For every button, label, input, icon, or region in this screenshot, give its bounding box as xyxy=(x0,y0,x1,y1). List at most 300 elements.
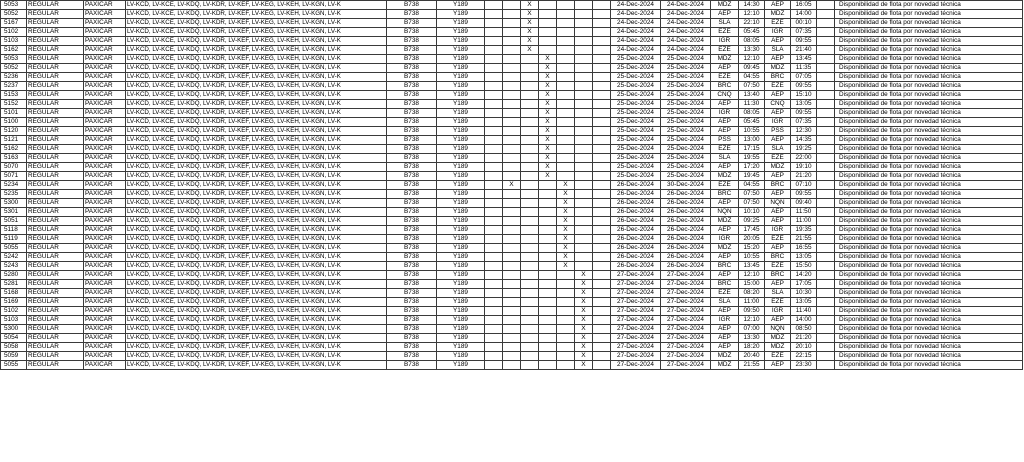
weekday-3-cell[interactable] xyxy=(521,91,539,100)
spacer-cell[interactable] xyxy=(817,163,835,172)
weekday-4-cell[interactable] xyxy=(539,316,557,325)
departure-time-cell[interactable]: 05:45 xyxy=(739,118,765,127)
weekday-6-cell[interactable] xyxy=(575,19,593,28)
arrival-time-cell[interactable]: 17:05 xyxy=(791,280,817,289)
operation-type-cell[interactable]: PAXICAR xyxy=(84,199,126,208)
weekday-2-cell[interactable] xyxy=(503,199,521,208)
cabin-config-cell[interactable]: Y189 xyxy=(437,118,485,127)
origin-cell[interactable]: CNQ xyxy=(711,91,739,100)
weekday-4-cell[interactable]: X xyxy=(539,82,557,91)
date-from-cell[interactable]: 25-Dec-2024 xyxy=(611,82,661,91)
weekday-7-cell[interactable] xyxy=(593,316,611,325)
weekday-4-cell[interactable] xyxy=(539,19,557,28)
flight-number-cell[interactable]: 5234 xyxy=(1,181,27,190)
weekday-1-cell[interactable] xyxy=(485,217,503,226)
aircraft-registrations-cell[interactable]: LV-KCD, LV-KCE, LV-KDQ, LV-KDR, LV-KEF, LV-KEG, LV-KEH, LV-KGN, LV-K xyxy=(126,136,387,145)
operation-type-cell[interactable]: PAXICAR xyxy=(84,307,126,316)
origin-cell[interactable]: BRC xyxy=(711,82,739,91)
flight-type-cell[interactable]: REGULAR xyxy=(27,100,84,109)
flight-type-cell[interactable]: REGULAR xyxy=(27,10,84,19)
reason-cell[interactable]: Disponibilidad de flota por novedad técnica xyxy=(835,244,1023,253)
arrival-time-cell[interactable]: 19:10 xyxy=(791,163,817,172)
weekday-7-cell[interactable] xyxy=(593,253,611,262)
weekday-4-cell[interactable]: X xyxy=(539,55,557,64)
departure-time-cell[interactable]: 07:50 xyxy=(739,190,765,199)
weekday-3-cell[interactable] xyxy=(521,118,539,127)
equipment-cell[interactable]: B738 xyxy=(387,163,437,172)
aircraft-registrations-cell[interactable]: LV-KCD, LV-KCE, LV-KDQ, LV-KDR, LV-KEF, LV-KEG, LV-KEH, LV-KGN, LV-K xyxy=(126,298,387,307)
reason-cell[interactable]: Disponibilidad de flota por novedad técnica xyxy=(835,280,1023,289)
operation-type-cell[interactable]: PAXICAR xyxy=(84,325,126,334)
date-from-cell[interactable]: 26-Dec-2024 xyxy=(611,217,661,226)
origin-cell[interactable]: NQN xyxy=(711,208,739,217)
spacer-cell[interactable] xyxy=(817,217,835,226)
weekday-5-cell[interactable] xyxy=(557,1,575,10)
date-to-cell[interactable]: 24-Dec-2024 xyxy=(661,28,711,37)
weekday-5-cell[interactable] xyxy=(557,82,575,91)
departure-time-cell[interactable]: 07:00 xyxy=(739,325,765,334)
flight-type-cell[interactable]: REGULAR xyxy=(27,172,84,181)
date-from-cell[interactable]: 25-Dec-2024 xyxy=(611,91,661,100)
weekday-2-cell[interactable] xyxy=(503,19,521,28)
operation-type-cell[interactable]: PAXICAR xyxy=(84,82,126,91)
flight-number-cell[interactable]: 5102 xyxy=(1,28,27,37)
weekday-4-cell[interactable]: X xyxy=(539,163,557,172)
reason-cell[interactable]: Disponibilidad de flota por novedad técnica xyxy=(835,181,1023,190)
weekday-3-cell[interactable] xyxy=(521,289,539,298)
date-from-cell[interactable]: 27-Dec-2024 xyxy=(611,280,661,289)
origin-cell[interactable]: AEP xyxy=(711,64,739,73)
weekday-6-cell[interactable] xyxy=(575,154,593,163)
weekday-6-cell[interactable] xyxy=(575,181,593,190)
equipment-cell[interactable]: B738 xyxy=(387,307,437,316)
equipment-cell[interactable]: B738 xyxy=(387,181,437,190)
reason-cell[interactable]: Disponibilidad de flota por novedad técnica xyxy=(835,37,1023,46)
weekday-7-cell[interactable] xyxy=(593,1,611,10)
weekday-6-cell[interactable]: X xyxy=(575,325,593,334)
operation-type-cell[interactable]: PAXICAR xyxy=(84,316,126,325)
destination-cell[interactable]: AEP xyxy=(765,55,791,64)
weekday-1-cell[interactable] xyxy=(485,46,503,55)
equipment-cell[interactable]: B738 xyxy=(387,73,437,82)
cabin-config-cell[interactable]: Y189 xyxy=(437,127,485,136)
weekday-3-cell[interactable] xyxy=(521,361,539,370)
weekday-7-cell[interactable] xyxy=(593,271,611,280)
operation-type-cell[interactable]: PAXICAR xyxy=(84,55,126,64)
weekday-3-cell[interactable]: X xyxy=(521,37,539,46)
weekday-7-cell[interactable] xyxy=(593,226,611,235)
equipment-cell[interactable]: B738 xyxy=(387,127,437,136)
weekday-2-cell[interactable] xyxy=(503,352,521,361)
date-to-cell[interactable]: 27-Dec-2024 xyxy=(661,289,711,298)
date-to-cell[interactable]: 26-Dec-2024 xyxy=(661,244,711,253)
weekday-3-cell[interactable] xyxy=(521,127,539,136)
weekday-7-cell[interactable] xyxy=(593,289,611,298)
origin-cell[interactable]: PSS xyxy=(711,136,739,145)
arrival-time-cell[interactable]: 23:30 xyxy=(791,361,817,370)
weekday-5-cell[interactable] xyxy=(557,118,575,127)
weekday-7-cell[interactable] xyxy=(593,91,611,100)
weekday-6-cell[interactable] xyxy=(575,91,593,100)
date-to-cell[interactable]: 27-Dec-2024 xyxy=(661,325,711,334)
weekday-1-cell[interactable] xyxy=(485,28,503,37)
weekday-6-cell[interactable]: X xyxy=(575,334,593,343)
weekday-2-cell[interactable] xyxy=(503,253,521,262)
weekday-2-cell[interactable] xyxy=(503,289,521,298)
weekday-2-cell[interactable] xyxy=(503,145,521,154)
reason-cell[interactable]: Disponibilidad de flota por novedad técnica xyxy=(835,73,1023,82)
weekday-7-cell[interactable] xyxy=(593,64,611,73)
weekday-6-cell[interactable] xyxy=(575,190,593,199)
weekday-3-cell[interactable] xyxy=(521,145,539,154)
flight-number-cell[interactable]: 5236 xyxy=(1,73,27,82)
spacer-cell[interactable] xyxy=(817,235,835,244)
weekday-3-cell[interactable] xyxy=(521,172,539,181)
weekday-4-cell[interactable] xyxy=(539,181,557,190)
weekday-4-cell[interactable] xyxy=(539,199,557,208)
weekday-7-cell[interactable] xyxy=(593,46,611,55)
date-from-cell[interactable]: 26-Dec-2024 xyxy=(611,208,661,217)
flight-type-cell[interactable]: REGULAR xyxy=(27,289,84,298)
date-from-cell[interactable]: 27-Dec-2024 xyxy=(611,343,661,352)
spacer-cell[interactable] xyxy=(817,172,835,181)
weekday-1-cell[interactable] xyxy=(485,307,503,316)
reason-cell[interactable]: Disponibilidad de flota por novedad técnica xyxy=(835,91,1023,100)
equipment-cell[interactable]: B738 xyxy=(387,244,437,253)
aircraft-registrations-cell[interactable]: LV-KCD, LV-KCE, LV-KDQ, LV-KDR, LV-KEF, LV-KEG, LV-KEH, LV-KGN, LV-K xyxy=(126,352,387,361)
weekday-6-cell[interactable] xyxy=(575,217,593,226)
spacer-cell[interactable] xyxy=(817,289,835,298)
equipment-cell[interactable]: B738 xyxy=(387,280,437,289)
spacer-cell[interactable] xyxy=(817,361,835,370)
weekday-2-cell[interactable] xyxy=(503,343,521,352)
destination-cell[interactable]: AEP xyxy=(765,37,791,46)
flight-type-cell[interactable]: REGULAR xyxy=(27,226,84,235)
date-from-cell[interactable]: 25-Dec-2024 xyxy=(611,118,661,127)
weekday-4-cell[interactable] xyxy=(539,244,557,253)
origin-cell[interactable]: IGR xyxy=(711,109,739,118)
weekday-2-cell[interactable] xyxy=(503,73,521,82)
weekday-3-cell[interactable] xyxy=(521,199,539,208)
departure-time-cell[interactable]: 08:05 xyxy=(739,37,765,46)
weekday-6-cell[interactable] xyxy=(575,172,593,181)
date-to-cell[interactable]: 24-Dec-2024 xyxy=(661,19,711,28)
aircraft-registrations-cell[interactable]: LV-KCD, LV-KCE, LV-KDQ, LV-KDR, LV-KEF, LV-KEG, LV-KEH, LV-KGN, LV-K xyxy=(126,244,387,253)
weekday-7-cell[interactable] xyxy=(593,100,611,109)
origin-cell[interactable]: SLA xyxy=(711,298,739,307)
weekday-6-cell[interactable] xyxy=(575,163,593,172)
destination-cell[interactable]: IGR xyxy=(765,118,791,127)
weekday-3-cell[interactable] xyxy=(521,208,539,217)
flight-type-cell[interactable]: REGULAR xyxy=(27,262,84,271)
origin-cell[interactable]: IGR xyxy=(711,235,739,244)
flight-number-cell[interactable]: 5071 xyxy=(1,172,27,181)
spacer-cell[interactable] xyxy=(817,316,835,325)
weekday-4-cell[interactable]: X xyxy=(539,91,557,100)
spacer-cell[interactable] xyxy=(817,190,835,199)
cabin-config-cell[interactable]: Y189 xyxy=(437,334,485,343)
weekday-4-cell[interactable] xyxy=(539,253,557,262)
date-to-cell[interactable]: 24-Dec-2024 xyxy=(661,10,711,19)
departure-time-cell[interactable]: 21:55 xyxy=(739,361,765,370)
aircraft-registrations-cell[interactable]: LV-KCD, LV-KCE, LV-KDQ, LV-KDR, LV-KEF, LV-KEG, LV-KEH, LV-KGN, LV-K xyxy=(126,235,387,244)
date-to-cell[interactable]: 25-Dec-2024 xyxy=(661,55,711,64)
flight-type-cell[interactable]: REGULAR xyxy=(27,136,84,145)
weekday-2-cell[interactable] xyxy=(503,190,521,199)
weekday-7-cell[interactable] xyxy=(593,37,611,46)
reason-cell[interactable]: Disponibilidad de flota por novedad técnica xyxy=(835,64,1023,73)
equipment-cell[interactable]: B738 xyxy=(387,109,437,118)
flight-type-cell[interactable]: REGULAR xyxy=(27,325,84,334)
spacer-cell[interactable] xyxy=(817,262,835,271)
equipment-cell[interactable]: B738 xyxy=(387,10,437,19)
destination-cell[interactable]: NQN xyxy=(765,199,791,208)
arrival-time-cell[interactable]: 16:55 xyxy=(791,244,817,253)
flight-number-cell[interactable]: 5300 xyxy=(1,325,27,334)
weekday-3-cell[interactable]: X xyxy=(521,46,539,55)
weekday-3-cell[interactable] xyxy=(521,325,539,334)
arrival-time-cell[interactable]: 00:10 xyxy=(791,19,817,28)
weekday-1-cell[interactable] xyxy=(485,244,503,253)
flight-number-cell[interactable]: 5055 xyxy=(1,244,27,253)
reason-cell[interactable]: Disponibilidad de flota por novedad técnica xyxy=(835,190,1023,199)
arrival-time-cell[interactable]: 21:40 xyxy=(791,46,817,55)
weekday-4-cell[interactable] xyxy=(539,190,557,199)
weekday-2-cell[interactable] xyxy=(503,226,521,235)
equipment-cell[interactable]: B738 xyxy=(387,190,437,199)
weekday-7-cell[interactable] xyxy=(593,325,611,334)
flight-type-cell[interactable]: REGULAR xyxy=(27,181,84,190)
flight-number-cell[interactable]: 5051 xyxy=(1,217,27,226)
aircraft-registrations-cell[interactable]: LV-KCD, LV-KCE, LV-KDQ, LV-KDR, LV-KEF, LV-KEG, LV-KEH, LV-KGN, LV-K xyxy=(126,262,387,271)
equipment-cell[interactable]: B738 xyxy=(387,289,437,298)
weekday-5-cell[interactable] xyxy=(557,163,575,172)
destination-cell[interactable]: MDZ xyxy=(765,343,791,352)
departure-time-cell[interactable]: 12:10 xyxy=(739,10,765,19)
flight-number-cell[interactable]: 5163 xyxy=(1,154,27,163)
weekday-4-cell[interactable] xyxy=(539,217,557,226)
destination-cell[interactable]: MDZ xyxy=(765,10,791,19)
cabin-config-cell[interactable]: Y189 xyxy=(437,307,485,316)
aircraft-registrations-cell[interactable]: LV-KCD, LV-KCE, LV-KDQ, LV-KDR, LV-KEF, LV-KEG, LV-KEH, LV-KGN, LV-K xyxy=(126,199,387,208)
operation-type-cell[interactable]: PAXICAR xyxy=(84,190,126,199)
weekday-2-cell[interactable] xyxy=(503,172,521,181)
cabin-config-cell[interactable]: Y189 xyxy=(437,343,485,352)
aircraft-registrations-cell[interactable]: LV-KCD, LV-KCE, LV-KDQ, LV-KDR, LV-KEF, LV-KEG, LV-KEH, LV-KGN, LV-K xyxy=(126,118,387,127)
date-to-cell[interactable]: 25-Dec-2024 xyxy=(661,163,711,172)
origin-cell[interactable]: MDZ xyxy=(711,172,739,181)
aircraft-registrations-cell[interactable]: LV-KCD, LV-KCE, LV-KDQ, LV-KDR, LV-KEF, LV-KEG, LV-KEH, LV-KGN, LV-K xyxy=(126,271,387,280)
spacer-cell[interactable] xyxy=(817,343,835,352)
weekday-4-cell[interactable] xyxy=(539,235,557,244)
weekday-6-cell[interactable] xyxy=(575,118,593,127)
date-from-cell[interactable]: 25-Dec-2024 xyxy=(611,55,661,64)
flight-type-cell[interactable]: REGULAR xyxy=(27,343,84,352)
weekday-7-cell[interactable] xyxy=(593,199,611,208)
weekday-5-cell[interactable] xyxy=(557,352,575,361)
date-from-cell[interactable]: 25-Dec-2024 xyxy=(611,127,661,136)
reason-cell[interactable]: Disponibilidad de flota por novedad técnica xyxy=(835,19,1023,28)
weekday-6-cell[interactable] xyxy=(575,46,593,55)
weekday-1-cell[interactable] xyxy=(485,145,503,154)
cabin-config-cell[interactable]: Y189 xyxy=(437,100,485,109)
weekday-3-cell[interactable] xyxy=(521,109,539,118)
aircraft-registrations-cell[interactable]: LV-KCD, LV-KCE, LV-KDQ, LV-KDR, LV-KEF, LV-KEG, LV-KEH, LV-KGN, LV-K xyxy=(126,28,387,37)
cabin-config-cell[interactable]: Y189 xyxy=(437,10,485,19)
flight-type-cell[interactable]: REGULAR xyxy=(27,271,84,280)
weekday-2-cell[interactable]: X xyxy=(503,181,521,190)
weekday-5-cell[interactable] xyxy=(557,343,575,352)
cabin-config-cell[interactable]: Y189 xyxy=(437,28,485,37)
operation-type-cell[interactable]: PAXICAR xyxy=(84,37,126,46)
weekday-5-cell[interactable] xyxy=(557,127,575,136)
equipment-cell[interactable]: B738 xyxy=(387,37,437,46)
date-from-cell[interactable]: 25-Dec-2024 xyxy=(611,64,661,73)
spacer-cell[interactable] xyxy=(817,10,835,19)
weekday-1-cell[interactable] xyxy=(485,262,503,271)
date-from-cell[interactable]: 25-Dec-2024 xyxy=(611,163,661,172)
equipment-cell[interactable]: B738 xyxy=(387,334,437,343)
date-to-cell[interactable]: 25-Dec-2024 xyxy=(661,127,711,136)
arrival-time-cell[interactable]: 13:05 xyxy=(791,298,817,307)
operation-type-cell[interactable]: PAXICAR xyxy=(84,127,126,136)
equipment-cell[interactable]: B738 xyxy=(387,352,437,361)
weekday-5-cell[interactable] xyxy=(557,289,575,298)
weekday-4-cell[interactable] xyxy=(539,343,557,352)
date-to-cell[interactable]: 27-Dec-2024 xyxy=(661,307,711,316)
date-from-cell[interactable]: 24-Dec-2024 xyxy=(611,10,661,19)
flight-number-cell[interactable]: 5103 xyxy=(1,37,27,46)
reason-cell[interactable]: Disponibilidad de flota por novedad técnica xyxy=(835,208,1023,217)
spacer-cell[interactable] xyxy=(817,55,835,64)
date-to-cell[interactable]: 26-Dec-2024 xyxy=(661,262,711,271)
weekday-3-cell[interactable] xyxy=(521,352,539,361)
cabin-config-cell[interactable]: Y189 xyxy=(437,91,485,100)
reason-cell[interactable]: Disponibilidad de flota por novedad técnica xyxy=(835,136,1023,145)
flight-number-cell[interactable]: 5052 xyxy=(1,10,27,19)
departure-time-cell[interactable]: 13:45 xyxy=(739,262,765,271)
departure-time-cell[interactable]: 11:00 xyxy=(739,298,765,307)
flight-type-cell[interactable]: REGULAR xyxy=(27,19,84,28)
weekday-2-cell[interactable] xyxy=(503,316,521,325)
origin-cell[interactable]: AEP xyxy=(711,226,739,235)
operation-type-cell[interactable]: PAXICAR xyxy=(84,343,126,352)
origin-cell[interactable]: AEP xyxy=(711,325,739,334)
weekday-2-cell[interactable] xyxy=(503,55,521,64)
spacer-cell[interactable] xyxy=(817,109,835,118)
reason-cell[interactable]: Disponibilidad de flota por novedad técnica xyxy=(835,28,1023,37)
weekday-1-cell[interactable] xyxy=(485,136,503,145)
weekday-5-cell[interactable] xyxy=(557,28,575,37)
weekday-1-cell[interactable] xyxy=(485,325,503,334)
weekday-1-cell[interactable] xyxy=(485,280,503,289)
departure-time-cell[interactable]: 18:20 xyxy=(739,343,765,352)
weekday-5-cell[interactable] xyxy=(557,154,575,163)
arrival-time-cell[interactable]: 08:50 xyxy=(791,325,817,334)
date-to-cell[interactable]: 25-Dec-2024 xyxy=(661,118,711,127)
departure-time-cell[interactable]: 15:00 xyxy=(739,280,765,289)
weekday-1-cell[interactable] xyxy=(485,226,503,235)
weekday-2-cell[interactable] xyxy=(503,82,521,91)
arrival-time-cell[interactable]: 07:35 xyxy=(791,118,817,127)
departure-time-cell[interactable]: 09:50 xyxy=(739,307,765,316)
weekday-5-cell[interactable] xyxy=(557,361,575,370)
date-from-cell[interactable]: 25-Dec-2024 xyxy=(611,145,661,154)
weekday-1-cell[interactable] xyxy=(485,37,503,46)
destination-cell[interactable]: AEP xyxy=(765,217,791,226)
date-to-cell[interactable]: 25-Dec-2024 xyxy=(661,100,711,109)
date-to-cell[interactable]: 27-Dec-2024 xyxy=(661,343,711,352)
weekday-4-cell[interactable] xyxy=(539,334,557,343)
weekday-6-cell[interactable]: X xyxy=(575,307,593,316)
spacer-cell[interactable] xyxy=(817,271,835,280)
flight-number-cell[interactable]: 5162 xyxy=(1,46,27,55)
arrival-time-cell[interactable]: 12:30 xyxy=(791,127,817,136)
aircraft-registrations-cell[interactable]: LV-KCD, LV-KCE, LV-KDQ, LV-KDR, LV-KEF, LV-KEG, LV-KEH, LV-KGN, LV-K xyxy=(126,190,387,199)
departure-time-cell[interactable]: 19:55 xyxy=(739,154,765,163)
arrival-time-cell[interactable]: 14:00 xyxy=(791,10,817,19)
date-to-cell[interactable]: 25-Dec-2024 xyxy=(661,82,711,91)
weekday-2-cell[interactable] xyxy=(503,280,521,289)
weekday-2-cell[interactable] xyxy=(503,109,521,118)
cabin-config-cell[interactable]: Y189 xyxy=(437,280,485,289)
weekday-2-cell[interactable] xyxy=(503,298,521,307)
destination-cell[interactable]: EZE xyxy=(765,262,791,271)
weekday-2-cell[interactable] xyxy=(503,235,521,244)
weekday-1-cell[interactable] xyxy=(485,118,503,127)
operation-type-cell[interactable]: PAXICAR xyxy=(84,1,126,10)
aircraft-registrations-cell[interactable]: LV-KCD, LV-KCE, LV-KDQ, LV-KDR, LV-KEF, LV-KEG, LV-KEH, LV-KGN, LV-K xyxy=(126,109,387,118)
weekday-7-cell[interactable] xyxy=(593,28,611,37)
weekday-7-cell[interactable] xyxy=(593,118,611,127)
spacer-cell[interactable] xyxy=(817,82,835,91)
cabin-config-cell[interactable]: Y189 xyxy=(437,271,485,280)
reason-cell[interactable]: Disponibilidad de flota por novedad técnica xyxy=(835,82,1023,91)
aircraft-registrations-cell[interactable]: LV-KCD, LV-KCE, LV-KDQ, LV-KDR, LV-KEF, LV-KEG, LV-KEH, LV-KGN, LV-K xyxy=(126,10,387,19)
weekday-2-cell[interactable] xyxy=(503,163,521,172)
date-from-cell[interactable]: 27-Dec-2024 xyxy=(611,316,661,325)
flight-type-cell[interactable]: REGULAR xyxy=(27,91,84,100)
equipment-cell[interactable]: B738 xyxy=(387,271,437,280)
weekday-6-cell[interactable] xyxy=(575,262,593,271)
departure-time-cell[interactable]: 12:10 xyxy=(739,271,765,280)
date-to-cell[interactable]: 27-Dec-2024 xyxy=(661,316,711,325)
weekday-5-cell[interactable] xyxy=(557,100,575,109)
date-from-cell[interactable]: 27-Dec-2024 xyxy=(611,307,661,316)
weekday-6-cell[interactable] xyxy=(575,64,593,73)
aircraft-registrations-cell[interactable]: LV-KCD, LV-KCE, LV-KDQ, LV-KDR, LV-KEF, LV-KEG, LV-KEH, LV-KGN, LV-K xyxy=(126,73,387,82)
equipment-cell[interactable]: B738 xyxy=(387,19,437,28)
date-to-cell[interactable]: 25-Dec-2024 xyxy=(661,109,711,118)
flight-type-cell[interactable]: REGULAR xyxy=(27,235,84,244)
equipment-cell[interactable]: B738 xyxy=(387,361,437,370)
destination-cell[interactable]: AEP xyxy=(765,136,791,145)
equipment-cell[interactable]: B738 xyxy=(387,343,437,352)
spacer-cell[interactable] xyxy=(817,100,835,109)
weekday-4-cell[interactable] xyxy=(539,307,557,316)
aircraft-registrations-cell[interactable]: LV-KCD, LV-KCE, LV-KDQ, LV-KDR, LV-KEF, LV-KEG, LV-KEH, LV-KGN, LV-K xyxy=(126,19,387,28)
spacer-cell[interactable] xyxy=(817,325,835,334)
reason-cell[interactable]: Disponibilidad de flota por novedad técnica xyxy=(835,316,1023,325)
aircraft-registrations-cell[interactable]: LV-KCD, LV-KCE, LV-KDQ, LV-KDR, LV-KEF, LV-KEG, LV-KEH, LV-KGN, LV-K xyxy=(126,307,387,316)
weekday-3-cell[interactable] xyxy=(521,226,539,235)
operation-type-cell[interactable]: PAXICAR xyxy=(84,271,126,280)
date-to-cell[interactable]: 25-Dec-2024 xyxy=(661,145,711,154)
flight-number-cell[interactable]: 5167 xyxy=(1,19,27,28)
flight-type-cell[interactable]: REGULAR xyxy=(27,145,84,154)
weekday-4-cell[interactable]: X xyxy=(539,172,557,181)
flight-type-cell[interactable]: REGULAR xyxy=(27,361,84,370)
